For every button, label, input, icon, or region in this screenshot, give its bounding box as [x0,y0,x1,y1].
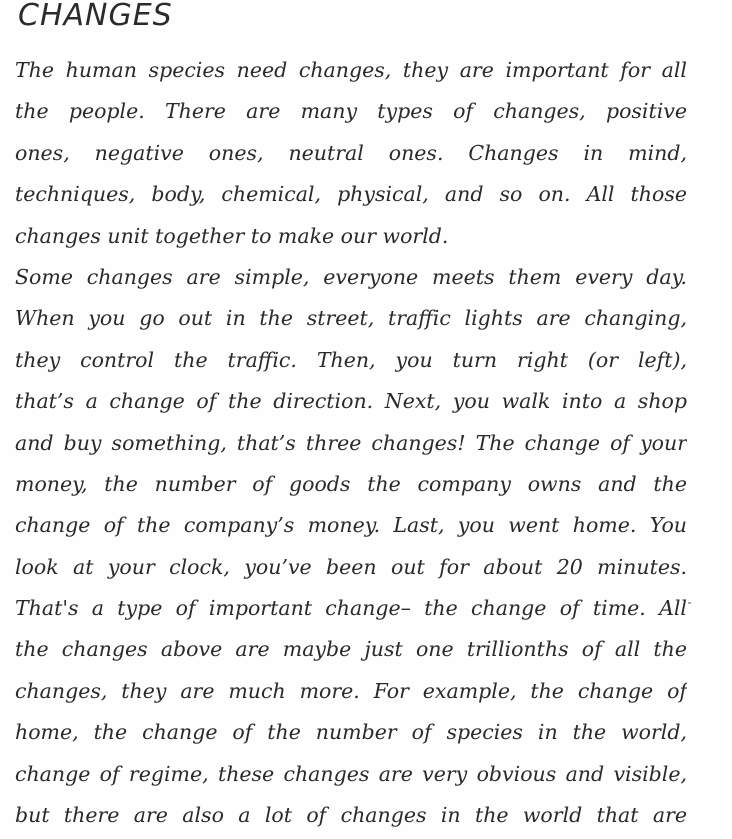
text-line: changes, they are much more. For example, the change of [15,678,687,703]
text-line: but there are also a lot of changes in the world that are [15,803,687,828]
text-line: When you go out in the street, traffic lights are changing, [15,306,687,331]
text-line: the changes above are maybe just one trillionths of all the [15,637,687,662]
text-line: they control the traffic. Then, you turn right (or left), [15,347,687,372]
text-line: changes unit together to make our world. [15,223,449,248]
document-body [15,50,687,836]
text-line: Some changes are simple, everyone meets them every day. [15,264,687,289]
document-title: CHANGES [18,0,173,33]
text-line: look at your clock, you’ve been out for about 20 minutes. [15,554,687,579]
text-line: change of regime, these changes are very obvious and visible, [15,761,687,786]
text-line: money, the number of goods the company owns and the [15,471,687,496]
text-line: techniques, body, chemical, physical, and so on. All those [15,182,687,207]
text-line: and buy something, that’s three changes! The change of your [15,430,687,455]
text-line: home, the change of the number of species in the world, [15,720,687,745]
text-line: the people. There are many types of changes, positive [15,99,687,124]
ink-speck [688,602,691,604]
text-line: That's a type of important change– the change of time. All [15,596,687,621]
text-line: ones, negative ones, neutral ones. Changes in mind, [15,140,687,165]
text-line: change of the company’s money. Last, you went home. You [15,513,687,538]
text-line: The human species need changes, they are important for all [15,58,687,82]
text-line: that’s a change of the direction. Next, you walk into a shop [15,389,687,414]
